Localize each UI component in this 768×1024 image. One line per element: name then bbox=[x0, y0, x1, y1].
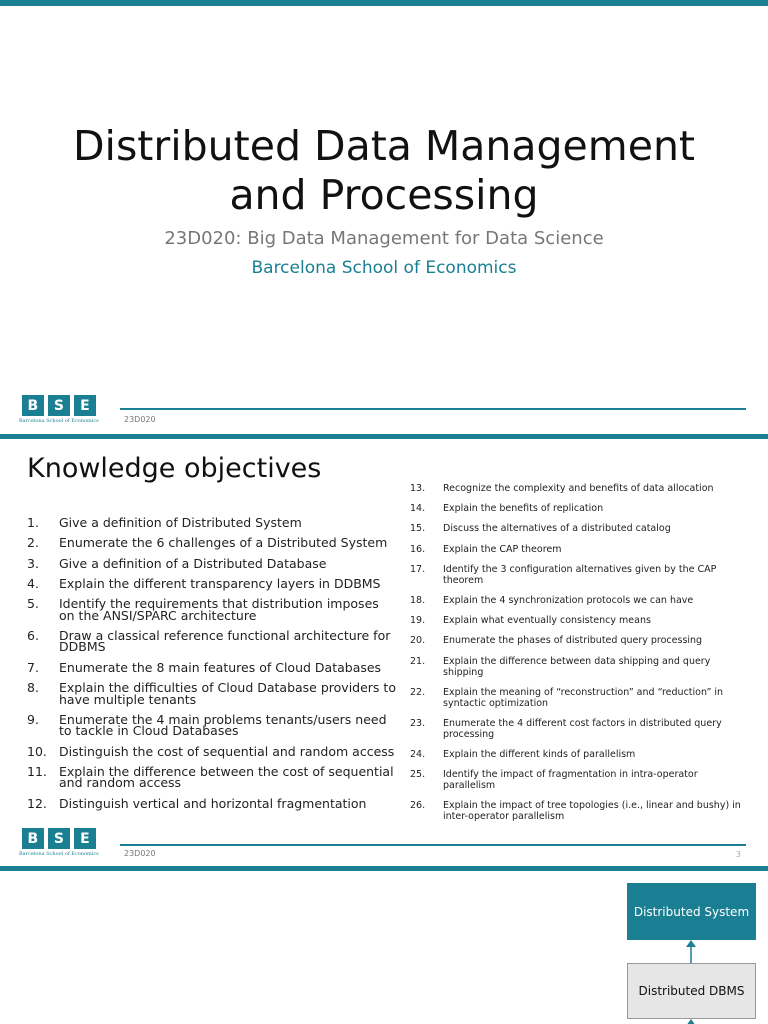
list-item: 5. Identify the requirements that distribution imposes on the ANSI/SPARC architecture bbox=[27, 596, 379, 623]
left-objectives-list bbox=[27, 517, 397, 818]
list-item: 19. Explain what eventually consistency means bbox=[410, 615, 651, 627]
bse-logo bbox=[19, 828, 99, 857]
list-item: 26. Explain the impact of tree topologies (i.e., linear and bushy) in inter-operator parallelism bbox=[410, 800, 741, 823]
logo-letter-e: E bbox=[74, 395, 96, 416]
list-item: 23. Enumerate the 4 different cost factors in distributed query processing bbox=[410, 717, 722, 740]
list-item: 15. Discuss the alternatives of a distributed catalog bbox=[410, 523, 671, 535]
list-item: 12. Distinguish vertical and horizontal fragmentation bbox=[27, 795, 367, 811]
list-item: 2. Enumerate the 6 challenges of a Distributed System bbox=[27, 535, 388, 551]
footer-code: 23D020 bbox=[124, 849, 156, 858]
list-item: 13. Recognize the complexity and benefits of data allocation bbox=[410, 483, 714, 494]
list-item: 25. Identify the impact of fragmentation in intra-operator parallelism bbox=[410, 769, 698, 792]
diagram-slide bbox=[0, 871, 768, 1024]
list-item: 21. Explain the difference between data shipping and query shipping bbox=[410, 655, 711, 678]
bse-logo bbox=[19, 395, 99, 424]
list-item: 6. Draw a classical reference functional architecture for DDBMS bbox=[27, 627, 391, 655]
list-item: 7. Enumerate the 8 main features of Cloud Databases bbox=[27, 659, 382, 675]
list-item: 18. Explain the 4 synchronization protocols we can have bbox=[410, 594, 694, 606]
logo-letter-s: S bbox=[48, 828, 70, 849]
logo-letter-e: E bbox=[74, 828, 96, 849]
logo-letter-b: B bbox=[22, 395, 44, 416]
page-number: 3 bbox=[735, 850, 741, 859]
list-item: 3. Give a definition of a Distributed Database bbox=[27, 555, 327, 571]
list-item: 9. Enumerate the 4 main problems tenants/users need to tackle in Cloud Databases bbox=[27, 711, 387, 739]
list-item: 1. Give a definition of Distributed System bbox=[27, 515, 302, 530]
top-accent-bar bbox=[0, 0, 768, 6]
logo-letter-b: B bbox=[22, 828, 44, 849]
course-subtitle: 23D020: Big Data Management for Data Science bbox=[164, 228, 604, 249]
logo-caption: Barcelona School of Economics bbox=[19, 851, 99, 857]
distributed-system-box: Distributed System bbox=[627, 883, 756, 940]
up-arrow-icon bbox=[684, 1019, 698, 1024]
list-item: 14. Explain the benefits of replication bbox=[410, 503, 604, 515]
right-objectives-list bbox=[410, 483, 750, 832]
list-item: 24. Explain the different kinds of parallelism bbox=[410, 749, 636, 761]
list-item: 8. Explain the difficulties of Cloud Database providers to have multiple tenants bbox=[27, 680, 396, 707]
title-slide bbox=[0, 0, 768, 434]
list-item: 11. Explain the difference between the cost of sequential and random access bbox=[27, 763, 394, 791]
title-line-2: and Processing bbox=[229, 171, 539, 219]
footer-line bbox=[120, 844, 746, 846]
list-item: 17. Identify the 3 configuration alternatives given by the CAP theorem bbox=[410, 563, 717, 586]
logo-letter-s: S bbox=[48, 395, 70, 416]
objectives-heading: Knowledge objectives bbox=[27, 453, 322, 484]
distributed-dbms-box: Distributed DBMS bbox=[627, 963, 756, 1019]
list-item: 4. Explain the different transparency layers in DDBMS bbox=[27, 575, 381, 591]
title-line-1: Distributed Data Management bbox=[72, 122, 696, 170]
list-item: 10. Distinguish the cost of sequential and random access bbox=[27, 743, 395, 759]
footer-line bbox=[120, 408, 746, 410]
logo-caption: Barcelona School of Economics bbox=[19, 418, 99, 424]
up-arrow-icon bbox=[684, 940, 698, 964]
list-item: 16. Explain the CAP theorem bbox=[410, 543, 562, 555]
objectives-slide bbox=[0, 439, 768, 866]
list-item: 20. Enumerate the phases of distributed query processing bbox=[410, 635, 703, 647]
school-name: Barcelona School of Economics bbox=[251, 258, 517, 278]
footer-code: 23D020 bbox=[124, 415, 156, 424]
list-item: 22. Explain the meaning of “reconstruction” and “reduction” in syntactic optimization bbox=[410, 686, 724, 709]
slide-title bbox=[0, 122, 768, 220]
